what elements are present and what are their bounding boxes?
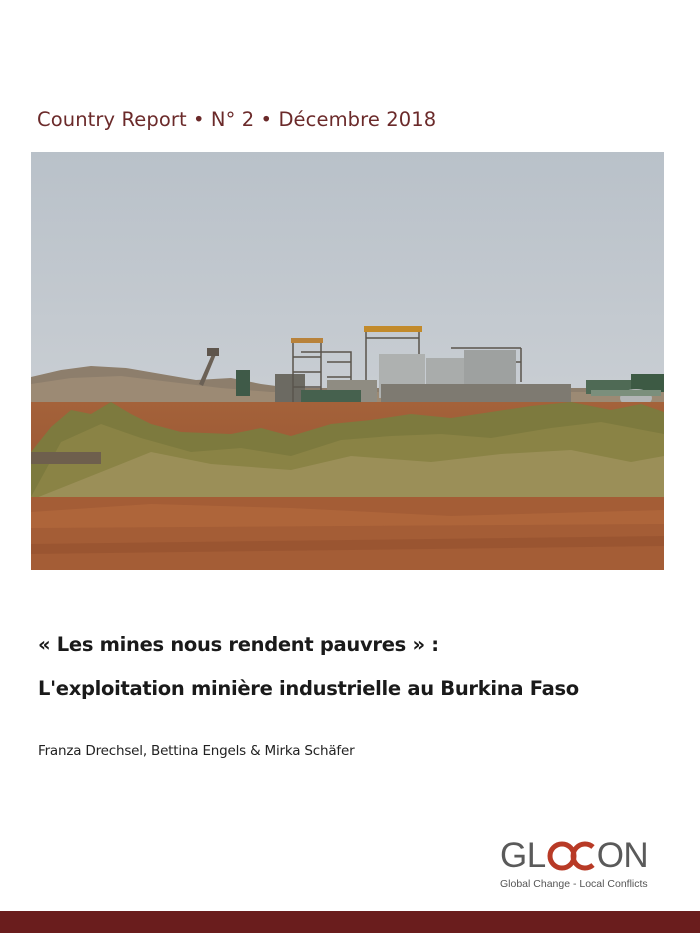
authors: Franza Drechsel, Bettina Engels & Mirka Schäfer (38, 743, 355, 759)
title-line-1: « Les mines nous rendent pauvres » : (38, 633, 439, 656)
logo-prefix: GL (500, 836, 546, 875)
logo-suffix: ON (596, 836, 649, 875)
interlocking-oc-icon (547, 838, 597, 874)
glocon-logo (500, 836, 660, 892)
logo-tagline: Global Change - Local Conflicts (500, 878, 648, 890)
mine-photo (31, 152, 664, 570)
title-line-2: L'exploitation minière industrielle au Burkina Faso (38, 677, 579, 700)
footer-bar (0, 911, 700, 933)
series-line: Country Report • N° 2 • Décembre 2018 (37, 108, 437, 131)
